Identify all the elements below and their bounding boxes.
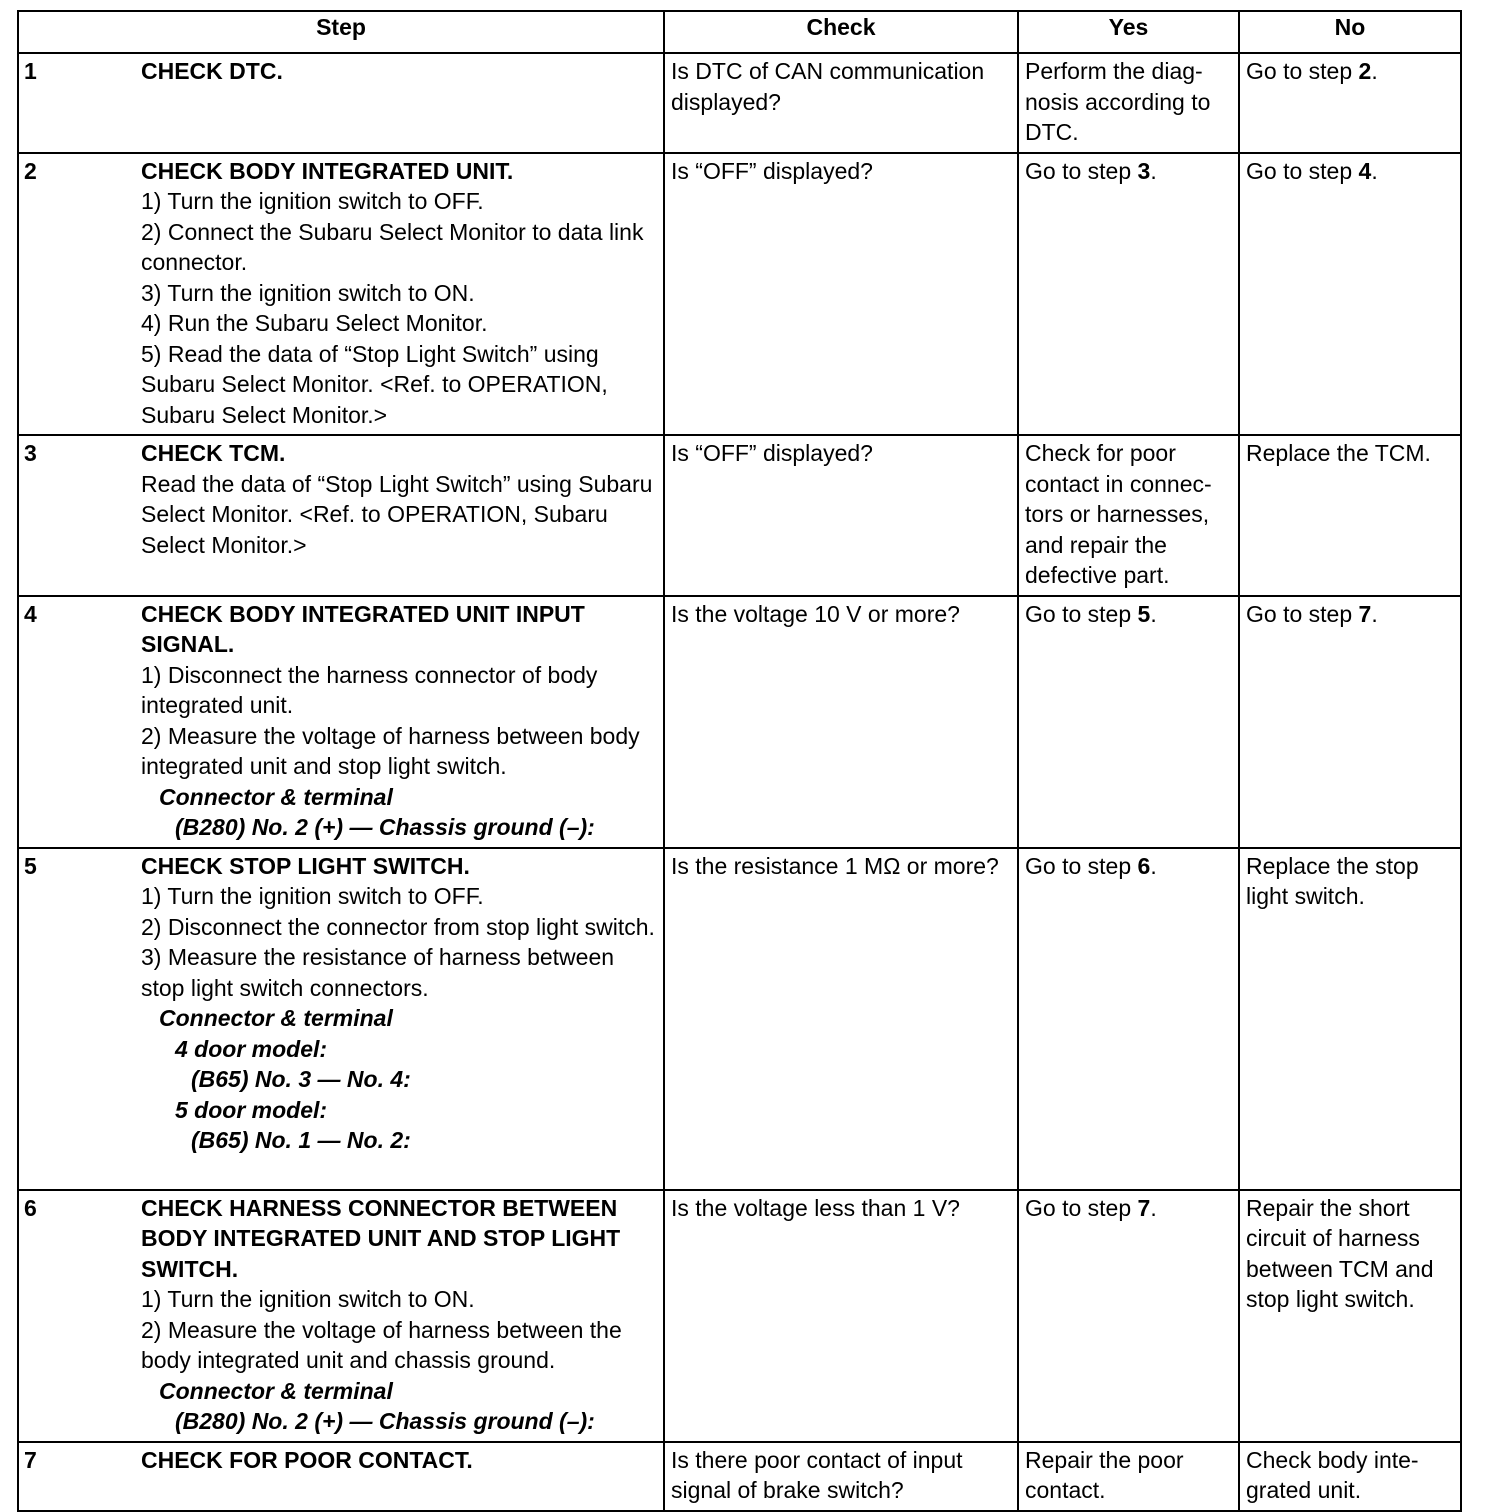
check-cell xyxy=(664,153,1018,436)
step-cell xyxy=(18,1190,664,1442)
step-number: 2 xyxy=(24,157,37,184)
no-action-tail: . xyxy=(1371,600,1378,627)
check-question: Is the resistance 1 MΩ or more? xyxy=(671,852,999,879)
yes-action-text: Check for poor contact in connec- tors or harnesses, and repair the defective part. xyxy=(1025,440,1212,588)
table-row xyxy=(18,153,1461,436)
yes-action xyxy=(1019,436,1238,595)
yes-action-text: Go to step xyxy=(1025,600,1138,627)
yes-cell xyxy=(1018,1190,1239,1442)
no-cell xyxy=(1239,435,1461,596)
no-action xyxy=(1240,436,1460,473)
step-number: 1 xyxy=(24,58,37,84)
yes-action-step-ref: 6 xyxy=(1137,852,1151,879)
yes-action xyxy=(1019,849,1238,886)
check-cell xyxy=(664,596,1018,848)
step-instructions: Read the data of “Stop Light Switch” using Subaru Select Monitor. <Ref. to OPERATION, Subaru Select Monitor.> xyxy=(141,470,653,558)
check-question: Is “OFF” displayed? xyxy=(671,440,873,466)
no-cell xyxy=(1239,1190,1461,1442)
step-title: CHECK TCM. xyxy=(141,440,286,466)
check-cell xyxy=(664,1442,1018,1511)
step-title: CHECK BODY INTEGRATED UNIT INPUT SIGNAL. xyxy=(141,600,585,657)
yes-action-tail: . xyxy=(1150,157,1157,184)
table-row xyxy=(18,848,1461,1190)
no-action-text: Repair the short circuit of harness between TCM and stop light switch. xyxy=(1246,1194,1434,1312)
check-question: Is the voltage less than 1 V? xyxy=(671,1194,960,1221)
table-row xyxy=(18,1442,1461,1511)
step-title: CHECK FOR POOR CONTACT. xyxy=(141,1446,473,1473)
no-action-tail: . xyxy=(1371,157,1378,184)
step-content xyxy=(19,1443,663,1480)
table-row xyxy=(18,1190,1461,1442)
no-cell xyxy=(1239,53,1461,153)
step-content xyxy=(19,154,663,435)
step-number: 4 xyxy=(24,600,37,627)
step-title: CHECK DTC. xyxy=(141,58,283,84)
header-row xyxy=(18,11,1461,53)
yes-cell xyxy=(1018,848,1239,1190)
step-number: 7 xyxy=(24,1446,37,1473)
no-cell xyxy=(1239,1442,1461,1511)
table-row xyxy=(18,53,1461,153)
step-cell xyxy=(18,53,664,153)
yes-action xyxy=(1019,54,1238,152)
connector-spec: (B280) No. 2 (+) — Chassis ground (–): xyxy=(175,814,595,840)
check-question: Is there poor contact of input signal of brake switch? xyxy=(671,1446,963,1503)
check-question: Is DTC of CAN communication displayed? xyxy=(671,58,985,115)
no-action-text: Go to step xyxy=(1246,58,1359,84)
no-action-tail: . xyxy=(1371,58,1378,84)
connector-spec: (B65) No. 1 — No. 2: xyxy=(191,1127,411,1153)
yes-cell xyxy=(1018,1442,1239,1511)
yes-action xyxy=(1019,1191,1238,1228)
connector-spec: Connector & terminal xyxy=(159,1377,393,1404)
connector-spec: (B280) No. 2 (+) — Chassis ground (–): xyxy=(175,1408,595,1434)
step-cell xyxy=(18,596,664,848)
connector-spec: 4 door model: xyxy=(175,1035,328,1062)
no-action-text: Check body inte- grated unit. xyxy=(1246,1446,1419,1503)
no-action-text: Replace the stop light switch. xyxy=(1246,852,1419,909)
connector-spec: 5 door model: xyxy=(175,1096,328,1123)
step-title: CHECK HARNESS CONNECTOR BETWEEN BODY INTEGRATED UNIT AND STOP LIGHT SWITCH. xyxy=(141,1194,621,1282)
check-cell xyxy=(664,435,1018,596)
header-check: Check xyxy=(664,11,1018,53)
yes-action-text: Perform the diag- nosis according to DTC. xyxy=(1025,58,1211,145)
yes-action-tail: . xyxy=(1150,600,1157,627)
no-action xyxy=(1240,1443,1460,1510)
yes-cell xyxy=(1018,435,1239,596)
step-instructions: 1) Turn the ignition switch to OFF. 2) Connect the Subaru Select Monitor to data link connector. 3) Turn the ignition switch to ON. 4) Run the Subaru Select Monitor. 5) Read the data of “Stop Light Switch” using Subaru Select Monitor. <Ref. to OPERATION, Subaru Select Monitor.> xyxy=(141,188,644,428)
yes-action-step-ref: 5 xyxy=(1137,600,1151,627)
yes-action-text: Go to step xyxy=(1025,1194,1138,1221)
header-step: Step xyxy=(18,11,664,53)
no-action-text: Replace the TCM. xyxy=(1246,440,1431,466)
check-question: Is the voltage 10 V or more? xyxy=(671,600,960,627)
no-action-step-ref: 7 xyxy=(1358,600,1372,627)
step-cell xyxy=(18,1442,664,1511)
no-action-step-ref: 2 xyxy=(1358,58,1372,84)
yes-action-text: Go to step xyxy=(1025,157,1138,184)
yes-action-tail: . xyxy=(1150,1194,1157,1221)
yes-action-step-ref: 3 xyxy=(1137,157,1151,184)
no-action xyxy=(1240,1191,1460,1319)
no-action-step-ref: 4 xyxy=(1358,157,1372,184)
table-row xyxy=(18,435,1461,596)
step-instructions: 1) Turn the ignition switch to ON. 2) Measure the voltage of harness between the body integrated unit and chassis ground. xyxy=(141,1286,622,1373)
yes-action xyxy=(1019,597,1238,634)
no-cell xyxy=(1239,596,1461,848)
step-instructions: 1) Disconnect the harness connector of body integrated unit. 2) Measure the voltage of harness between body integrated unit and stop light switch. xyxy=(141,661,640,779)
step-number: 6 xyxy=(24,1194,37,1221)
no-cell xyxy=(1239,153,1461,436)
step-number: 3 xyxy=(24,440,37,466)
step-content xyxy=(19,436,663,564)
step-number: 5 xyxy=(24,852,37,879)
check-cell xyxy=(664,848,1018,1190)
yes-cell xyxy=(1018,153,1239,436)
yes-cell xyxy=(1018,596,1239,848)
step-content xyxy=(19,597,663,847)
yes-action-text: Go to step xyxy=(1025,852,1138,879)
step-content xyxy=(19,1191,663,1441)
check-question: Is “OFF” displayed? xyxy=(671,157,873,184)
step-title: CHECK STOP LIGHT SWITCH. xyxy=(141,852,470,879)
no-action-text: Go to step xyxy=(1246,600,1359,627)
no-cell xyxy=(1239,848,1461,1190)
connector-spec: Connector & terminal xyxy=(159,783,393,810)
header-yes: Yes xyxy=(1018,11,1239,53)
check-cell xyxy=(664,1190,1018,1442)
connector-spec: Connector & terminal xyxy=(159,1005,393,1031)
no-action xyxy=(1240,54,1460,91)
step-cell xyxy=(18,848,664,1190)
no-action-text: Go to step xyxy=(1246,157,1359,184)
yes-action-tail: . xyxy=(1150,852,1157,879)
step-cell xyxy=(18,153,664,436)
no-action xyxy=(1240,597,1460,634)
no-action xyxy=(1240,154,1460,191)
step-cell xyxy=(18,435,664,596)
yes-action-step-ref: 7 xyxy=(1137,1194,1151,1221)
yes-action xyxy=(1019,1443,1238,1510)
step-content xyxy=(19,849,663,1160)
step-title: CHECK BODY INTEGRATED UNIT. xyxy=(141,157,514,184)
yes-action-text: Repair the poor contact. xyxy=(1025,1446,1184,1503)
check-cell xyxy=(664,53,1018,153)
no-action xyxy=(1240,849,1460,916)
step-instructions: 1) Turn the ignition switch to OFF. 2) Disconnect the connector from stop light switch. 3) Measure the resistance of harness between stop light switch connectors. xyxy=(141,883,655,1001)
table-row xyxy=(18,596,1461,848)
connector-spec: (B65) No. 3 — No. 4: xyxy=(191,1066,411,1092)
yes-cell xyxy=(1018,53,1239,153)
diagnostic-table xyxy=(17,10,1462,1512)
step-content xyxy=(19,54,663,91)
header-no: No xyxy=(1239,11,1461,53)
table-body xyxy=(18,53,1461,1511)
yes-action xyxy=(1019,154,1238,191)
